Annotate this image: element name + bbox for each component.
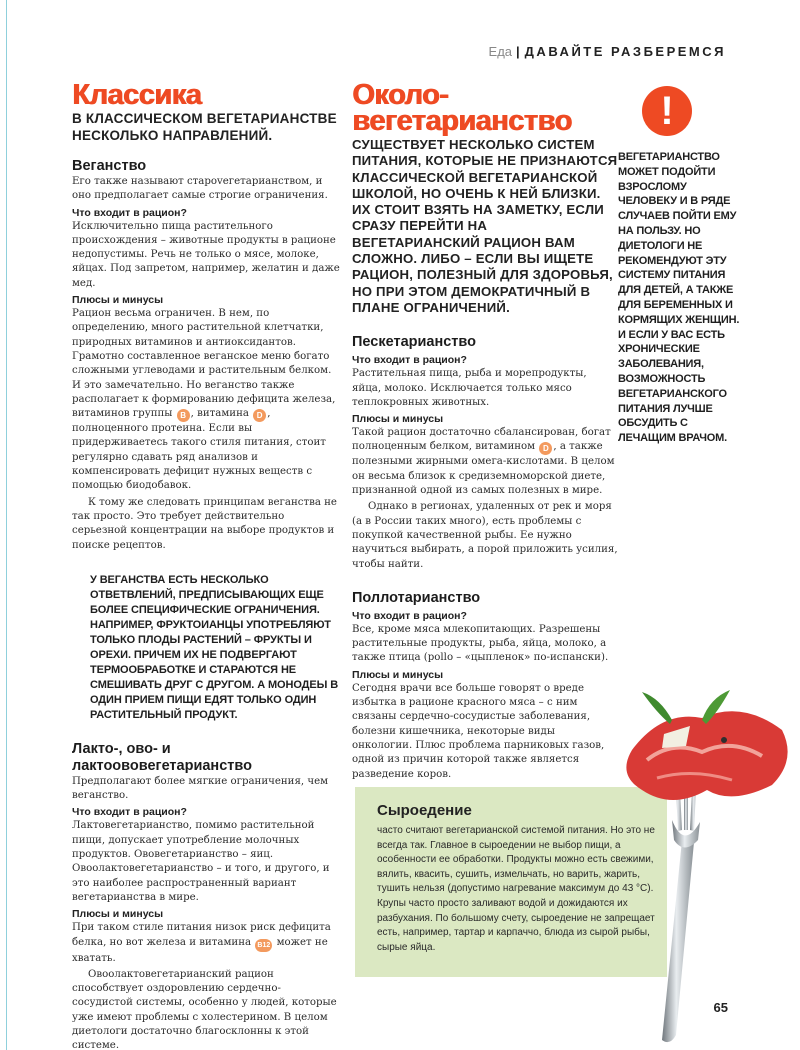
pollo-pros-cons-text: Сегодня врачи все больше говорят о вреде избытка в рационе красного мяса – с ним связаны сердечно-сосудистые заболевания, болезни кишечника, некоторые виды онкологии. Плюс проблема парниковых газов, одной из причин которой также является разведение коров. bbox=[352, 682, 605, 780]
header-topic: ДАВАЙТЕ РАЗБЕРЕМСЯ bbox=[524, 44, 726, 59]
vegan-pros-cons-label: Плюсы и минусы bbox=[72, 294, 164, 307]
fork-with-meat-illustration bbox=[612, 690, 800, 1050]
header-separator: | bbox=[516, 44, 521, 59]
lacto-intro: Предполагают более мягкие ограничения, чем веганство. bbox=[72, 775, 329, 802]
lacto-heading: Лакто-, ово- и лактоововегетарианство bbox=[72, 740, 252, 774]
near-title-line2: вегетарианство bbox=[352, 105, 572, 137]
lacto-question-label: Что входит в рацион? bbox=[72, 806, 187, 819]
running-header bbox=[489, 44, 726, 59]
near-title-line1: Около- bbox=[352, 79, 449, 111]
arugula-leaf bbox=[642, 692, 672, 724]
near-title bbox=[352, 79, 618, 137]
vegan-paragraph-2: К тому же следовать принципам веганства не так просто. Это требует действительно серьезной концентрации на выборе продуктов и поиске рецептов. bbox=[72, 496, 337, 551]
vegan-question-text: Исключительно пища растительного происхождения – животные продукты в рационе недопустимы. Речь не только о мясе, молоке, яйцах. Под запретом, например, желатин и даже мед. bbox=[72, 220, 340, 289]
pesc-pros-cons-text bbox=[352, 426, 618, 498]
lacto-pm-part2: может не хватать. bbox=[72, 936, 328, 964]
lacto-pros-cons-text bbox=[72, 921, 340, 966]
pesc-pros-cons-label: Плюсы и минусы bbox=[352, 413, 444, 426]
page-margin-rule bbox=[6, 0, 7, 1050]
pollo-pros-cons-label: Плюсы и минусы bbox=[352, 668, 444, 681]
pepper-grain bbox=[721, 737, 727, 743]
classic-column bbox=[72, 79, 340, 1050]
vegan-heading: Веганство bbox=[72, 158, 147, 174]
vitamin-b-badge: B bbox=[177, 409, 190, 422]
pesc-vitamin-d-badge: D bbox=[539, 442, 552, 455]
raw-food-text: часто считают вегетарианской системой питания. Но это не всегда так. Главное в сыроедении не выбор пищи, а особенности ее обработки. Продукты можно есть свежими, вялить, квасить, сушить, измельчать, но варить, жарить, тушить нельзя (допустимо нагревание максимум до 43 °С). Крупы часто просто заливают водой и дожидаются их разбухания. По большому счету, сыроедение не запрещает есть, например, тартар и карпаччо, блюда из сырой рыбы, сырые яйца. bbox=[377, 825, 655, 953]
near-lead: СУЩЕСТВУЕТ НЕСКОЛЬКО СИСТЕМ ПИТАНИЯ, КОТОРЫЕ НЕ ПРИЗНАЮТСЯ КЛАССИЧЕСКОЙ ВЕГЕТАРИАНСКОЙ ШКОЛОЙ, НО ОЧЕНЬ К НЕЙ БЛИЗКИ. ИХ СТОИТ ВЗЯТЬ НА ЗАМЕТКУ, ЕСЛИ СРАЗУ ПЕРЕЙТИ НА ВЕГЕТАРИАНСКИЙ РАЦИОН ВАМ СЛОЖНО. ЛИБО – ЕСЛИ ВЫ ИЩЕТЕ РАЦИОН, ПОЛЕЗНЫЙ ДЛЯ ЗДОРОВЬЯ, НО ПРИ ЭТОМ ДЕМОКРАТИЧНЫЙ В ПЛАНЕ ОГРАНИЧЕНИЙ. bbox=[352, 137, 618, 315]
lacto-pros-cons-label: Плюсы и минусы bbox=[72, 908, 164, 921]
pollo-question-label: Что входит в рацион? bbox=[352, 609, 467, 622]
pesc-paragraph-2: Однако в регионах, удаленных от рек и моря (а в России таких много), есть проблемы с покупкой качественной рыбы. Ее нужно научиться выбирать, а порой приложить усилия, чтобы найти. bbox=[352, 501, 618, 570]
pesc-pm-part1: Такой рацион достаточно сбалансирован, богат полноценным белком, витамином bbox=[352, 427, 611, 453]
exclamation-icon: ! bbox=[642, 86, 692, 136]
pollo-question-text: Все, кроме мяса млекопитающих. Разрешены растительные продукты, рыба, яйца, молоко, а также птица (pollo – «цыпленок» по-испански). bbox=[352, 623, 609, 664]
vegan-question-label: Что входит в рацион? bbox=[72, 206, 187, 219]
vegan-pm-part3: , полноценного протеина. Если вы придерживаетесь такого стиля питания, стоит регулярно сдавать ряд анализов и компенсировать дефицит нужных веществ с помощью биодобавок. bbox=[72, 408, 326, 492]
pollo-heading: Поллотарианство bbox=[352, 589, 481, 606]
pesc-question-label: Что входит в рацион? bbox=[352, 354, 467, 367]
lacto-pm-part1: При таком стиле питания низок риск дефицита белка, но вот железа и витамина bbox=[72, 922, 331, 948]
warning-text: ВЕГЕТАРИАНСТВО МОЖЕТ ПОДОЙТИ ВЗРОСЛОМУ ЧЕЛОВЕКУ И В РЯДЕ СЛУЧАЕВ ПОЙТИ ЕМУ НА ПОЛЬЗУ. НО ДИЕТОЛОГИ НЕ РЕКОМЕНДУЮТ ЭТУ СИСТЕМУ ПИТАНИЯ ДЛЯ ДЕТЕЙ, А ТАКЖЕ ДЛЯ БЕРЕМЕННЫХ И КОРМЯЩИХ ЖЕНЩИН. И ЕСЛИ У ВАС ЕСТЬ ХРОНИЧЕСКИЕ ЗАБОЛЕВАНИЯ, ВОЗМОЖНОСТЬ ВЕГЕТАРИАНСКОГО ПИТАНИЯ ЛУЧШЕ ОБСУДИТЬ С ЛЕЧАЩИМ ВРАЧОМ. bbox=[618, 151, 740, 445]
vegan-pros-cons-text bbox=[72, 307, 340, 494]
vegan-intro: Его также называют староvегетарианством, и оно предполагает самые строгие ограничения. bbox=[72, 176, 328, 202]
vegan-pm-part2: , витамина bbox=[190, 408, 249, 420]
classic-lead: В КЛАССИЧЕСКОМ ВЕГЕТАРИАНСТВЕ НЕСКОЛЬКО НАПРАВЛЕНИЙ. bbox=[72, 111, 337, 143]
near-vegetarian-column bbox=[352, 79, 618, 782]
vitamin-b12-badge: B12 bbox=[255, 939, 272, 952]
lacto-question-text: Лактовегетарианство, помимо растительной пищи, допускает употребление молочных продуктов. Ововегетарианство – яиц. Овоолактовегетарианство – и того, и другого, и это наиболее распространенный вариант вегетарианства в мире. bbox=[72, 820, 330, 903]
vitamin-d-badge: D bbox=[253, 409, 266, 422]
warning-column bbox=[618, 86, 742, 446]
page-number: 65 bbox=[713, 1000, 728, 1015]
pesc-pm-part2: , а также полезными жирными омега-кислотами. В целом он весьма близок к средиземноморской диете, признанной одной из самых полезных в мире. bbox=[352, 441, 615, 497]
vegan-branches-callout: У ВЕГАНСТВА ЕСТЬ НЕСКОЛЬКО ОТВЕТВЛЕНИЙ, ПРЕДПИСЫВАЮЩИХ ЕЩЕ БОЛЕЕ СПЕЦИФИЧЕСКИЕ ОГРАНИЧЕНИЯ. НАПРИМЕР, ФРУКТОИАНЦЫ УПОТРЕБЛЯЮТ ТОЛЬКО ПЛОДЫ РАСТЕНИЙ – ФРУКТЫ И ОРЕХИ. ПРИЧЕМ ИХ НЕ ПОДВЕРГАЮТ ТЕРМООБРАБОТКЕ И СТАРАЮТСЯ НЕ СМЕШИВАТЬ ДРУГ С ДРУГОМ. А МОНОДЕЫ В ОДИН ПРИЕМ ПИЩИ ЕДЯТ ТОЛЬКО ОДИН РАСТИТЕЛЬНЫЙ ПРОДУКТ. bbox=[90, 573, 339, 721]
classic-title: Классика bbox=[72, 79, 201, 111]
header-section: Еда bbox=[488, 44, 513, 59]
vegan-pm-part1: Рацион весьма ограничен. В нем, по определению, много растительной клетчатки, природных витаминов и антиоксидантов. Грамотно составленное веганское меню богато сложными углеводами и растительным белком. И это замечательно. Но веганство также располагает к формированию дефицита железа, витаминов группы bbox=[72, 308, 336, 420]
pesc-heading: Пескетарианство bbox=[352, 334, 476, 351]
pesc-question-text: Растительная пища, рыба и морепродукты, яйца, молоко. Исключается только мясо теплокровных животных. bbox=[352, 368, 587, 408]
raw-food-title: Сыроедение bbox=[377, 802, 472, 819]
lacto-paragraph-2: Овоолактовегетарианский рацион способствует оздоровлению сердечно-сосудистой системы, особенно у людей, которые уже имеют проблемы с холестерином. В целом диетологи достаточно благосклонны к этой системе. bbox=[72, 968, 337, 1050]
fork-handle bbox=[662, 840, 694, 1042]
